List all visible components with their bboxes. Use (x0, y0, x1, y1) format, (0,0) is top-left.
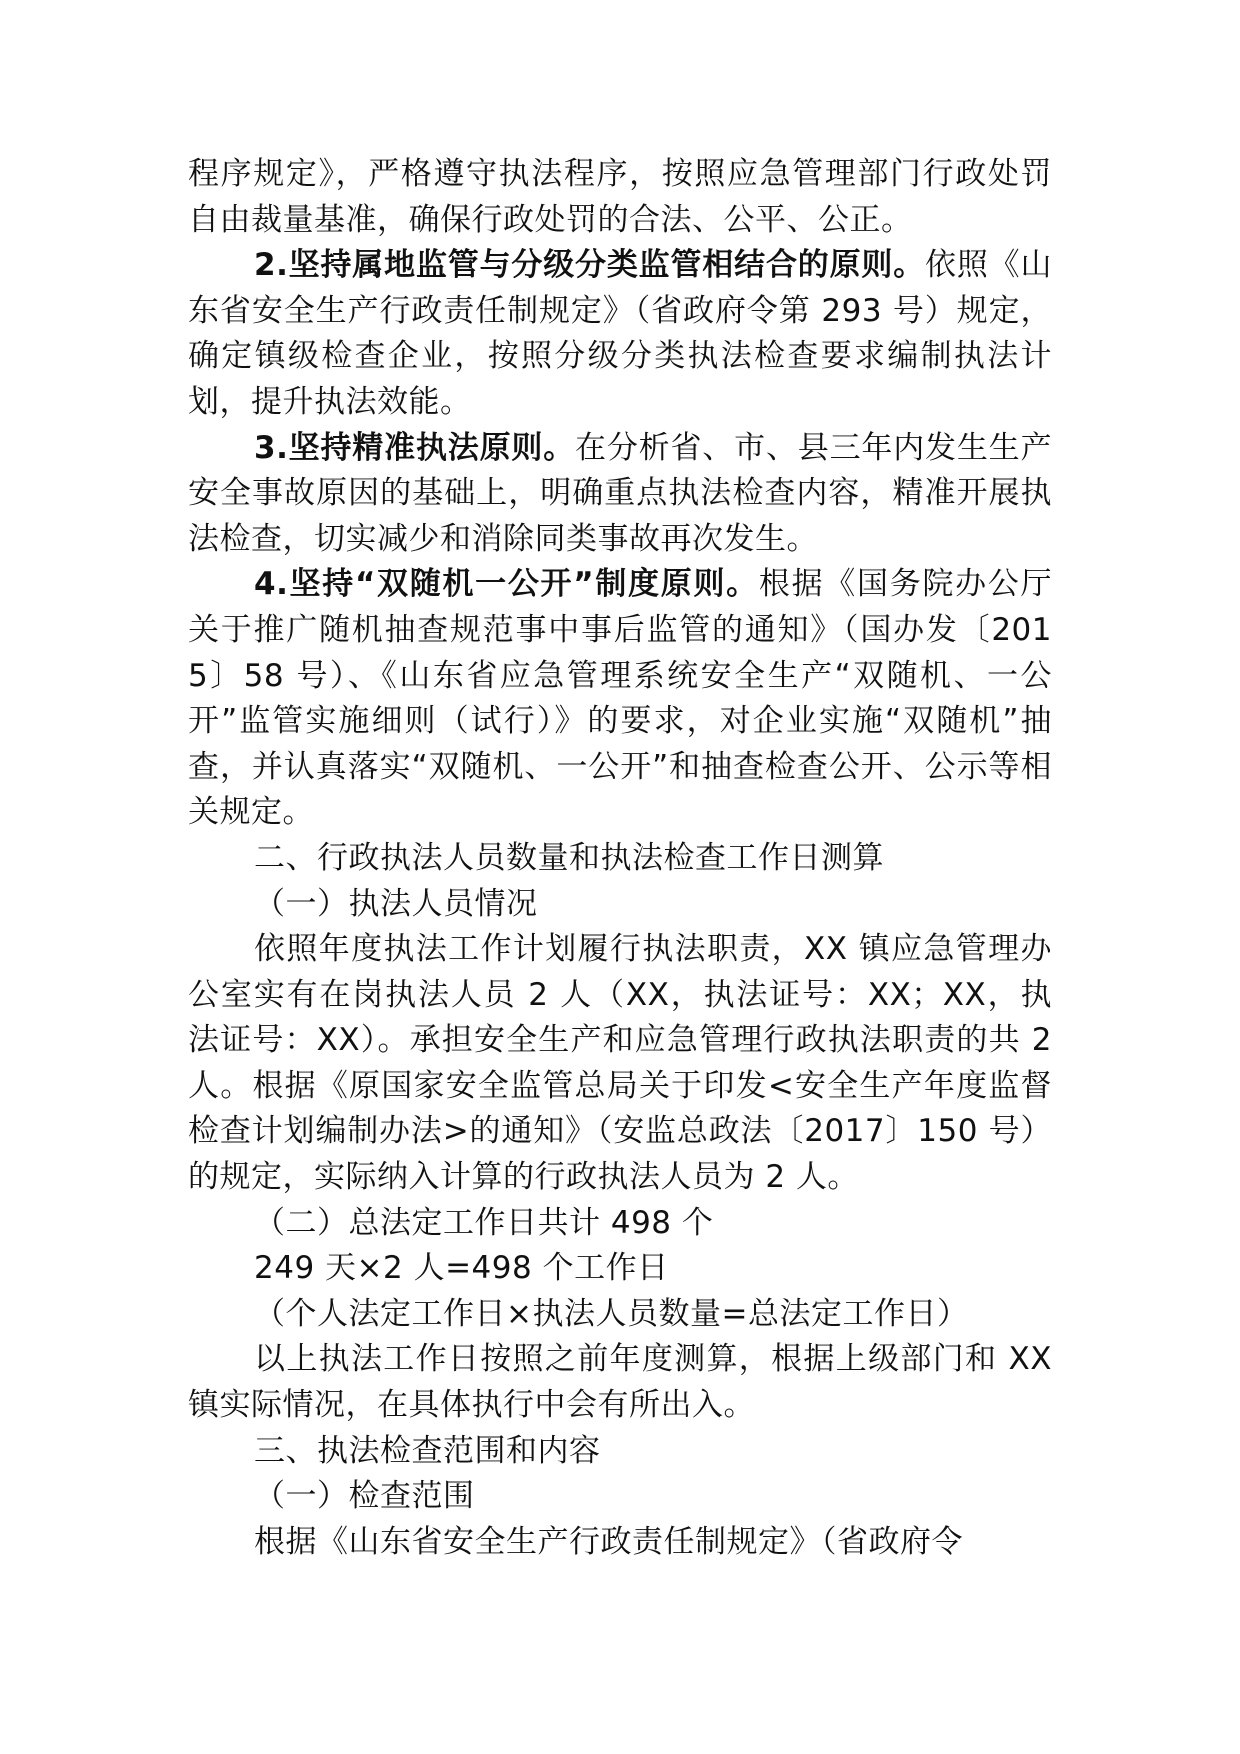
paragraph-principle-4 (188, 562, 1052, 836)
principle-3-text: 在分析省、市、县三年内发生生产安全事故原因的基础上，明确重点执法检查内容，精准开展执法检查，切实减少和消除同类事故再次发生。 (188, 429, 1052, 557)
paragraph-scope: 根据《山东省安全生产行政责任制规定》（省政府令 (254, 1523, 963, 1560)
paragraph-workday-basis: 以上执法工作日按照之前年度测算，根据上级部门和 XX 镇实际情况，在具体执行中会有所出入。 (188, 1341, 1052, 1424)
subsection-heading-2-1: （一）执法人员情况 (254, 885, 538, 922)
principle-4-heading: 4.坚持“双随机一公开”制度原则。 (254, 566, 759, 603)
subsection-heading-2-2: （二）总法定工作日共计 498 个 (254, 1204, 714, 1241)
paragraph-procedure: 程序规定》，严格遵守执法程序，按照应急管理部门行政处罚自由裁量基准，确保行政处罚的合法、公平、公正。 (188, 156, 1052, 238)
section-heading-3: 三、执法检查范围和内容 (254, 1432, 601, 1469)
paragraph-workday-note: （个人法定工作日×执法人员数量=总法定工作日） (254, 1295, 969, 1332)
principle-4-text: 根据《国务院办公厅关于推广随机抽查规范事中事后监管的通知》（国办发〔2015〕58 号）、《山东省应急管理系统安全生产“双随机、一公开”监管实施细则（试行）》的要求，对企业实施“双随机”抽查，并认真落实“双随机、一公开”和抽查检查公开、公示等相关规定。 (188, 566, 1053, 831)
section-heading-2: 二、行政执法人员数量和执法检查工作日测算 (254, 839, 884, 876)
paragraph-principle-2 (188, 243, 1052, 425)
principle-2-text: 依照《山东省安全生产行政责任制规定》（省政府令第 293 号）规定，确定镇级检查企业，按照分级分类执法检查要求编制执法计划，提升执法效能。 (188, 247, 1052, 420)
paragraph-principle-3 (188, 426, 1052, 563)
principle-3-heading: 3.坚持精准执法原则。 (254, 429, 576, 466)
principle-2-heading: 2.坚持属地监管与分级分类监管相结合的原则。 (254, 247, 926, 284)
paragraph-personnel: 依照年度执法工作计划履行执法职责，XX 镇应急管理办公室实有在岗执法人员 2 人（XX，执法证号：XX；XX，执法证号：XX）。承担安全生产和应急管理行政执法职责的共 2 人。根据《原国家安全监管总局关于印发<安全生产年度监督检查计划编制办法>的通知》（安监总政法〔2017〕150 号）的规定，实际纳入计算的行政执法人员为 2 人。 (188, 931, 1052, 1196)
document-body (188, 152, 1052, 1565)
paragraph-workday-formula: 249 天×2 人=498 个工作日 (254, 1250, 669, 1287)
subsection-heading-3-1: （一）检查范围 (254, 1478, 475, 1515)
